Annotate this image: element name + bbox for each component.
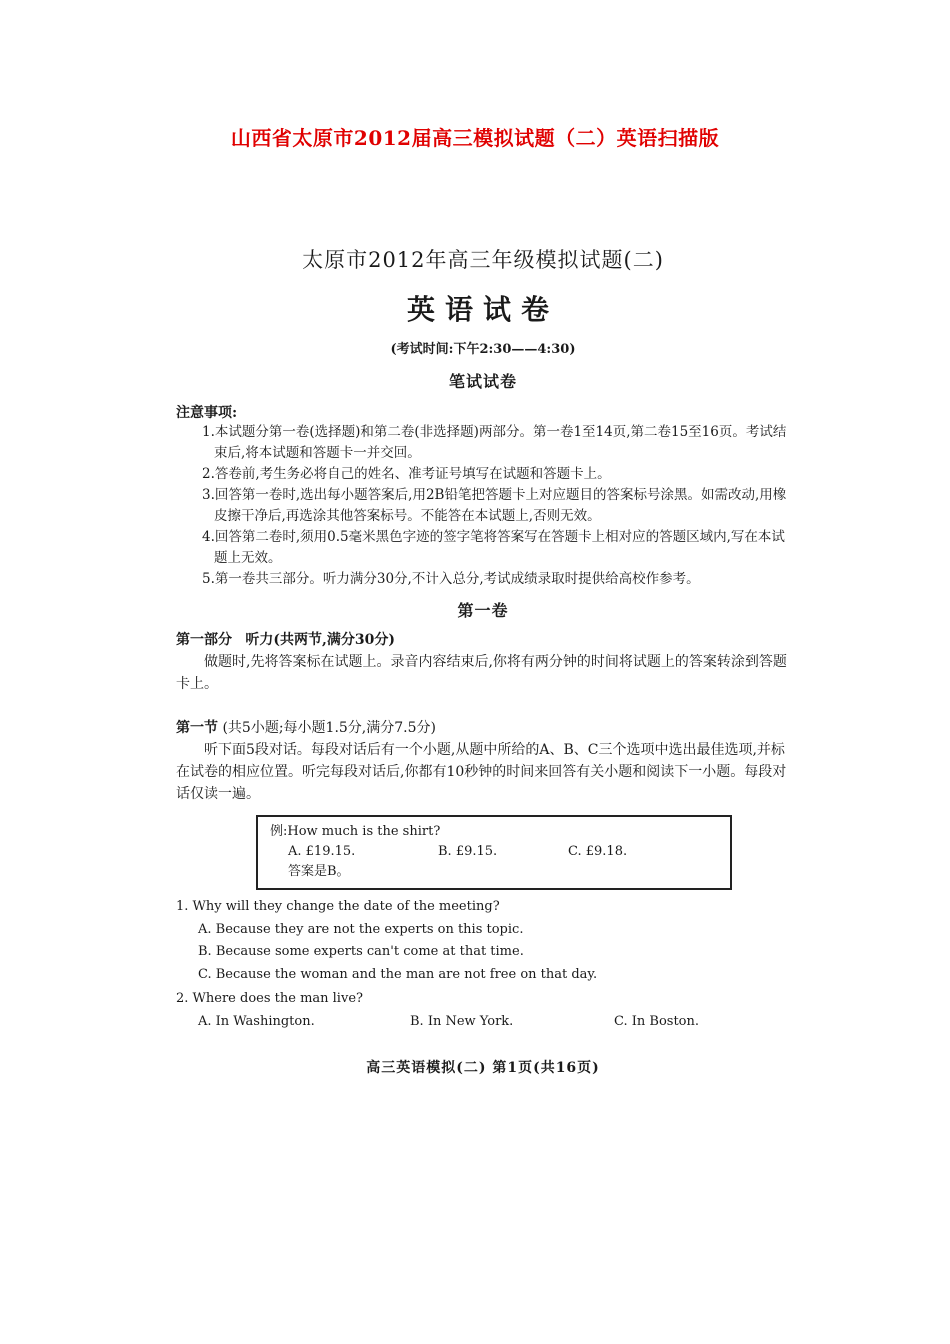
page-title: 山西省太原市2012届高三模拟试题（二）英语扫描版 (230, 126, 720, 150)
note-item: 4.回答第二卷时,须用0.5毫米黑色字迹的签字笔将答案写在答题卡上相对应的答题区域内,写在本试题上无效。 (202, 529, 785, 566)
section-written-heading: 笔试试卷 (448, 372, 517, 391)
volume-heading: 第一卷 (457, 601, 509, 620)
note-item: 3.回答第一卷时,选出每小题答案后,用2B铅笔把答题卡上对应题目的答案标号涂黑。如需改动,用橡皮擦干净后,再选涂其他答案标号。不能答在本试题上,否则无效。 (202, 487, 787, 524)
example-question: 例:How much is the shirt? (270, 824, 441, 839)
part1-instruction: 做题时,先将答案标在试题上。录音内容结束后,你将有两分钟的时间将试题上的答案转涂到答题卡上。 (176, 654, 787, 692)
section1-heading (176, 717, 790, 737)
part1-title: 听力(共两节,满分30分) (245, 632, 395, 648)
example-option-b: B. £9.15. (438, 844, 498, 859)
part1-heading (176, 629, 790, 649)
part1-label: 第一部分 (176, 632, 232, 648)
note-item: 2.答卷前,考生务必将自己的姓名、准考证号填写在试题和答题卡上。 (202, 466, 611, 482)
example-options (270, 842, 720, 862)
question-option: C. In Boston. (614, 1013, 699, 1029)
scanned-exam-page (176, 238, 790, 1077)
question-option: B. Because some experts can't come at that time. (198, 944, 524, 959)
example-option-a: A. £19.15. (288, 844, 356, 859)
note-item: 1.本试题分第一卷(选择题)和第二卷(非选择题)两部分。第一卷1至14页,第二卷15至16页。考试结束后,将本试题和答题卡一并交回。 (202, 424, 787, 461)
question-stem: 1. Why will they change the date of the meeting? (176, 899, 500, 914)
example-answer: 答案是B。 (288, 864, 350, 879)
question-list (176, 896, 790, 1033)
section1-label: 第一节 (176, 720, 218, 736)
note-item: 5.第一卷共三部分。听力满分30分,不计入总分,考试成绩录取时提供给高校作参考。 (202, 571, 700, 587)
exam-title: 太原市2012年高三年级模拟试题(二) (302, 248, 664, 272)
notes-title: 注意事项: (176, 405, 238, 421)
question-option: A. In Washington. (198, 1013, 315, 1029)
question-option: C. Because the woman and the man are not free on that day. (198, 966, 598, 982)
example-option-c: C. £9.18. (568, 844, 628, 859)
question-option: A. Because they are not the experts on this topic. (198, 921, 524, 937)
question-option: B. In New York. (410, 1013, 514, 1029)
example-box (256, 815, 732, 890)
exam-time: (考试时间:下午2:30——4:30) (390, 342, 576, 357)
section1-title: (共5小题;每小题1.5分,满分7.5分) (222, 720, 436, 736)
page-footer: 高三英语模拟(二) 第1页(共16页) (366, 1060, 600, 1076)
section1-instruction: 听下面5段对话。每段对话后有一个小题,从题中所给的A、B、C三个选项中选出最佳选项,并标在试卷的相应位置。听完每段对话后,你都有10秒钟的时间来回答有关小题和阅读下一小题。每段对话仅读一遍。 (176, 742, 787, 802)
question-stem: 2. Where does the man live? (176, 991, 363, 1006)
exam-subject: 英语试卷 (406, 293, 559, 326)
question-options-row (176, 1011, 790, 1034)
